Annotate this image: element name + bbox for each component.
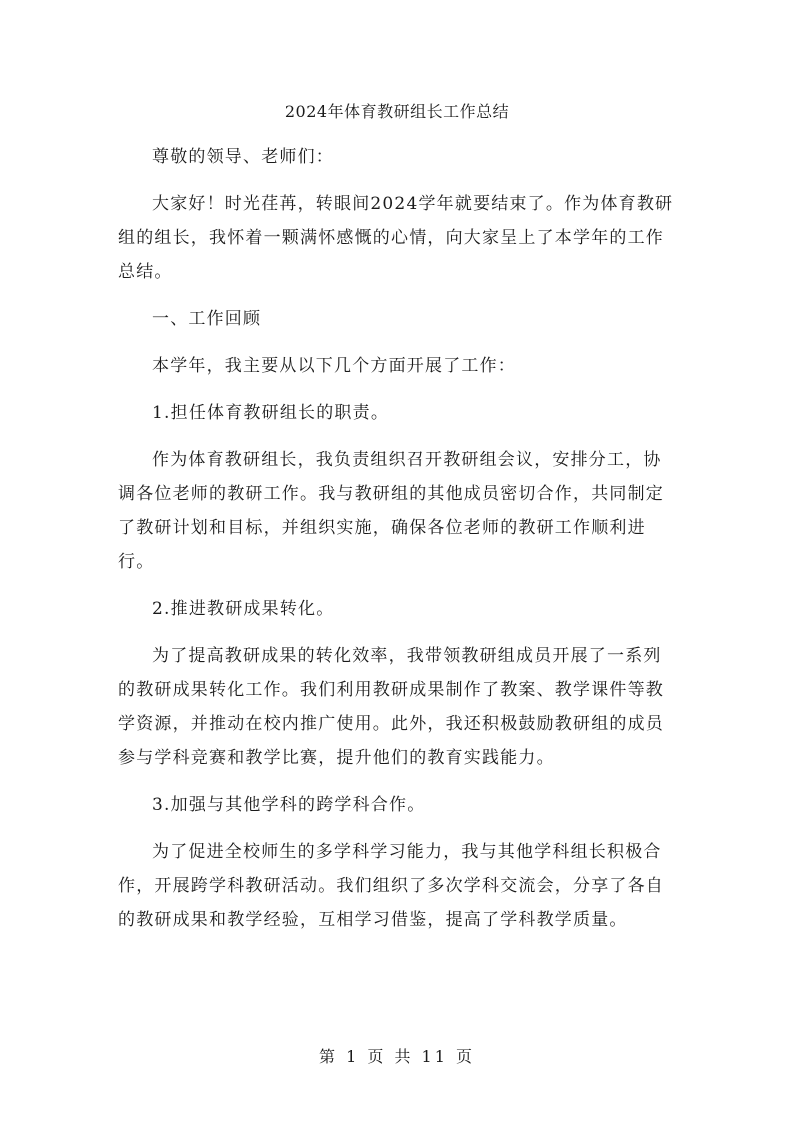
paragraph-item-2: 为了提高教研成果的转化效率，我带领教研组成员开展了一系列的教研成果转化工作。我们利用教研成果制作了教案、教学课件等教学资源，并推动在校内推广使用。此外，我还积极鼓励教研组的成员参与学科竞赛和教学比赛，提升他们的教育实践能力。 — [118, 646, 664, 768]
item-heading-3: 3.加强与其他学科的跨学科合作。 — [152, 795, 426, 815]
page-footer: 第 1 页 共 11 页 — [319, 1047, 475, 1066]
paragraph-greeting: 大家好！时光荏苒，转眼间2024学年就要结束了。作为体育教研组的组长，我怀着一颗满怀感慨的心情，向大家呈上了本学年的工作总结。 — [118, 194, 674, 282]
section-heading-review: 一、工作回顾 — [152, 309, 262, 329]
item-heading-1: 1.担任体育教研组长的职责。 — [152, 403, 390, 423]
paragraph-salutation: 尊敬的领导、老师们： — [152, 147, 334, 167]
item-heading-2: 2.推进教研成果转化。 — [152, 599, 335, 619]
document-body — [118, 140, 678, 950]
paragraph-item-3: 为了促进全校师生的多学科学习能力，我与其他学科组长积极合作，开展跨学科教研活动。我们组织了多次学科交流会，分享了各自的教研成果和教学经验，互相学习借鉴，提高了学科教学质量。 — [118, 842, 664, 930]
document-title: 2024年体育教研组长工作总结 — [284, 102, 510, 121]
paragraph-item-1: 作为体育教研组长，我负责组织召开教研组会议，安排分工，协调各位老师的教研工作。我与教研组的其他成员密切合作，共同制定了教研计划和目标，并组织实施，确保各位老师的教研工作顺利进行。 — [118, 450, 664, 572]
paragraph-intro: 本学年，我主要从以下几个方面开展了工作： — [152, 356, 516, 376]
